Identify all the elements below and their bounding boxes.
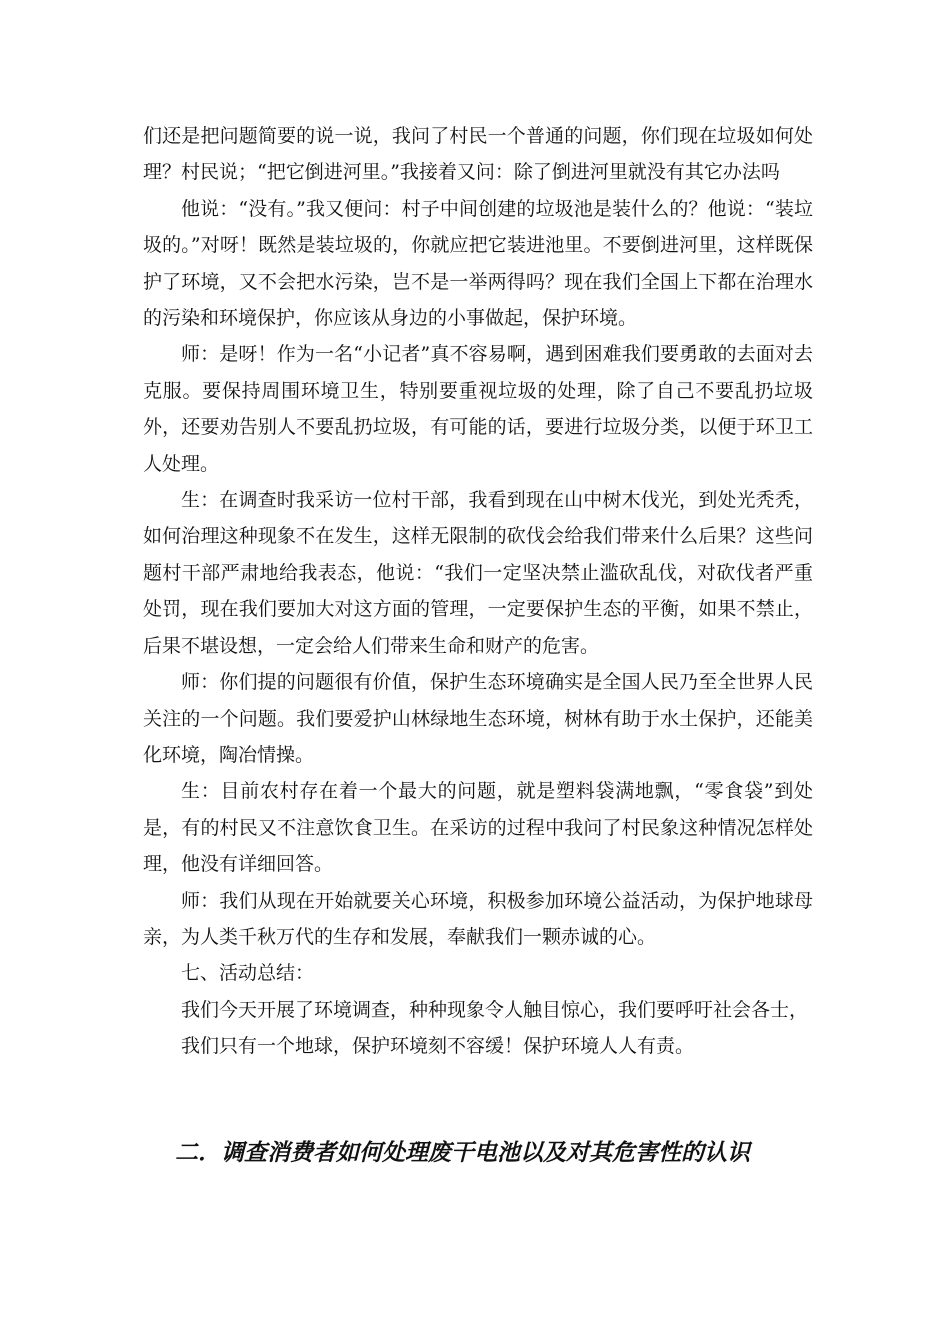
paragraph-continuation: 们还是把问题简要的说一说，我问了村民一个普通的问题，你们现在垃圾如何处理？村民说；“把它倒进河里。”我接着又问：除了倒进河里就没有其它办法吗 xyxy=(143,125,813,184)
paragraph-summary-line-1: 我们今天开展了环境调查，种种现象令人触目惊心，我们要呼吁社会各士， xyxy=(181,998,809,1021)
paragraph-teacher-reporter: 师：是呀！作为一名“小记者”真不容易啊，遇到困难我们要勇敢的去面对去克服。要保持周围环境卫生，特别要重视垃圾的处理，除了自己不要乱扔垃圾外，还要劝告别人不要乱扔垃圾，有可能的话，要进行垃圾分类，以便于环卫工人处理。 xyxy=(143,343,813,475)
paragraph-teacher-care: 师：我们从现在开始就要关心环境，积极参加环境公益活动，为保护地球母亲，为人类千秋万代的生存和发展，奉献我们一颗赤诚的心。 xyxy=(143,889,813,948)
paragraph-village-answer: 他说：“没有。”我又便问：村子中间创建的垃圾池是装什么的？他说：“装垃圾的。”对呀！既然是装垃圾的，你就应把它装进池里。不要倒进河里，这样既保护了环境，又不会把水污染，岂不是一举两得吗？现在我们全国上下都在治理水的污染和环境保护，你应该从身边的小事做起，保护环境。 xyxy=(143,197,813,330)
section-heading: 二．调查消费者如何处理废干电池以及对其危害性的认识 xyxy=(175,1139,750,1166)
paragraph-summary-line-2: 我们只有一个地球，保护环境刻不容缓！保护环境人人有责。 xyxy=(181,1035,695,1058)
paragraph-teacher-ecology: 师：你们提的问题很有价值，保护生态环境确实是全国人民乃至全世界人民关注的一个问题。我们要爱护山林绿地生态环境，树林有助于水土保护，还能美化环境，陶冶情操。 xyxy=(143,671,813,766)
paragraph-student-plastic: 生：目前农村存在着一个最大的问题，就是塑料袋满地飘，“零食袋”到处是，有的村民又不注意饮食卫生。在采访的过程中我问了村民象这种情况怎样处理，他没有详细回答。 xyxy=(143,780,813,876)
paragraph-summary-title: 七、活动总结： xyxy=(181,962,315,985)
paragraph-student-deforestation: 生：在调查时我采访一位村干部，我看到现在山中树木伐光，到处光秃秃，如何治理这种现象不在发生，这样无限制的砍伐会给我们带来什么后果？这些问题村干部严肃地给我表态，他说：“我们一定坚决禁止滥砍乱伐，对砍伐者严重处罚，现在我们要加大对这方面的管理，一定要保护生态的平衡，如果不禁止，后果不堪设想，一定会给人们带来生命和财产的危害。 xyxy=(143,489,813,657)
body-text xyxy=(143,118,813,1065)
